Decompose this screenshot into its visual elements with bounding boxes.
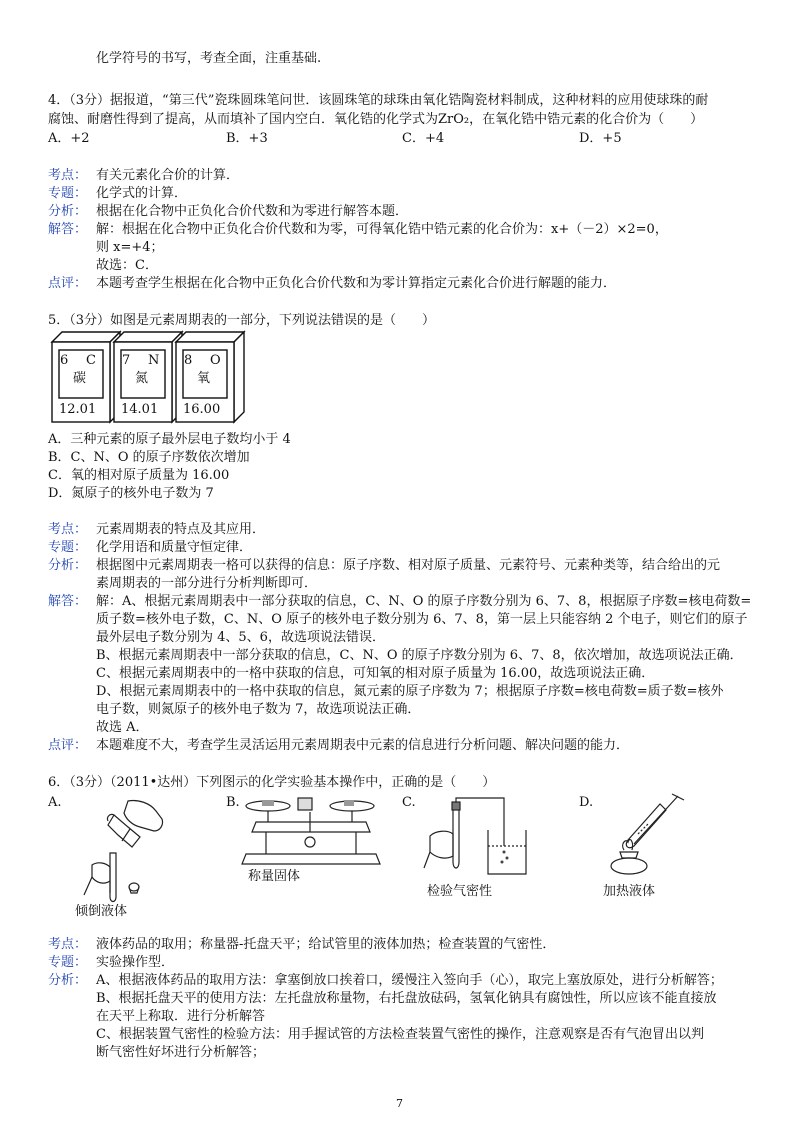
tile-c-number: 6 <box>60 353 69 368</box>
tile-o-name: 氧 <box>197 371 211 386</box>
caption-a: 倾倒液体 <box>75 904 128 919</box>
q5-option-d: D．氮原子的核外电子数为 7 <box>48 486 214 501</box>
q5-fenxi-label: 分析： <box>48 558 88 573</box>
q6-fenxi-line5: 断气密性好坏进行分析解答； <box>96 1045 266 1060</box>
q5-stem: 5．（3分）如图是元素周期表的一部分，下列说法错误的是（ ） <box>48 313 436 328</box>
q6-option-a-letter: A. <box>48 795 62 810</box>
q6-option-b-letter: B. <box>226 795 240 810</box>
q6-option-c-letter: C. <box>402 795 416 810</box>
q4-option-b: B．+3 <box>226 131 268 146</box>
q5-fenxi-line2: 素周期表的一部分进行分析判断即可． <box>96 576 318 591</box>
q4-jieda-line1: 解：根据在化合物中正负化合价代数和为零，可得氧化锆中锆元素的化合价为：x+（－2）×2=0， <box>96 222 668 237</box>
tile-n-symbol: N <box>148 353 160 368</box>
q6-kaodian: 液体药品的取用；称量器-托盘天平；给试管里的液体加热；检查装置的气密性． <box>96 937 556 952</box>
q6-option-d-letter: D. <box>579 795 594 810</box>
caption-d: 加热液体 <box>603 884 656 899</box>
q4-jieda-label: 解答： <box>48 222 88 237</box>
q4-kaodian: 有关元素化合价的计算． <box>96 168 240 183</box>
q5-jieda-line3: 最外层电子数分别为 4、5、6，故选项说法错误． <box>96 630 385 645</box>
q5-jieda-line1: 解：A、根据元素周期表中一部分获取的信息，C、N、O 的原子序数分别为 6、7、8，根据原子序数=核电荷数= <box>96 594 752 609</box>
q5-option-b: B．C、N、O 的原子序数依次增加 <box>48 450 250 465</box>
q5-jieda-line7: 电子数，则氮原子的核外电子数为 7，故选项说法正确． <box>96 702 421 717</box>
q6-stem: 6．（3分）（2011•达州）下列图示的化学实验基本操作中，正确的是（ ） <box>48 775 496 790</box>
q6-zhuanti-label: 专题： <box>48 955 88 970</box>
q4-option-a: A．+2 <box>48 131 90 146</box>
q4-stem-line1: 4．（3分）据报道，“第三代”瓷珠圆珠笔问世．该圆珠笔的球珠由氧化锆陶瓷材料制成，这种材料的应用使球珠的耐 <box>48 93 709 108</box>
q5-option-a: A．三种元素的原子最外层电子数均小于 4 <box>48 432 291 447</box>
q4-jieda-line3: 故选：C． <box>96 258 158 273</box>
q5-dianping: 本题难度不大，考查学生灵活运用元素周期表中元素的信息进行分析问题、解决问题的能力． <box>96 738 630 753</box>
tile-c-symbol: C <box>86 353 96 368</box>
q4-dianping: 本题考查学生根据在化合物中正负化合价代数和为零计算指定元素化合价进行解题的能力． <box>96 276 617 291</box>
q5-jieda-line2: 质子数=核外电子数，C、N、O 原子的核外电子数分别为 6、7、8，第一层上只能容纳 2 个电子，则它们的原子 <box>96 612 748 627</box>
q4-zhuanti-label: 专题： <box>48 186 88 201</box>
heating-liquid-illustration <box>598 790 698 882</box>
tile-o-symbol: O <box>210 353 221 368</box>
q5-jieda-label: 解答： <box>48 594 88 609</box>
q4-jieda-line2: 则 x=+4； <box>96 240 164 255</box>
tile-c-mass: 12.01 <box>59 402 97 417</box>
tile-o-mass: 16.00 <box>183 402 221 417</box>
q4-fenxi: 根据在化合物中正负化合价代数和为零进行解答本题． <box>96 204 409 219</box>
q5-dianping-label: 点评： <box>48 738 88 753</box>
q6-fenxi-line3: 在天平上称取．进行分析解答 <box>96 1009 266 1024</box>
q6-fenxi-line4: C、根据装置气密性的检验方法：用手握试管的方法检查装置气密性的操作，注意观察是否有气泡冒出以判 <box>96 1027 704 1042</box>
q4-option-d: D．+5 <box>579 131 622 146</box>
q6-fenxi-line2: B、根据托盘天平的使用方法：左托盘放称量物，右托盘放砝码，氢氧化钠具有腐蚀性，所以应该不能直接放 <box>96 991 717 1006</box>
tile-o-number: 8 <box>184 353 193 368</box>
q5-kaodian-label: 考点： <box>48 522 88 537</box>
q5-zhuanti-label: 专题： <box>48 540 88 555</box>
pouring-liquid-illustration <box>70 797 180 905</box>
prev-question-tail: 化学符号的书写，考查全面，注重基础. <box>96 51 322 66</box>
tile-n-mass: 14.01 <box>121 402 159 417</box>
q4-fenxi-label: 分析： <box>48 204 88 219</box>
gas-tightness-illustration <box>422 796 542 880</box>
q5-jieda-line8: 故选 A． <box>96 720 149 735</box>
q4-zhuanti: 化学式的计算． <box>96 186 188 201</box>
tile-n-name: 氮 <box>135 371 149 386</box>
page-number: 7 <box>396 1097 403 1110</box>
q4-option-c: C．+4 <box>402 131 445 146</box>
q6-zhuanti: 实验操作型． <box>96 955 175 970</box>
q5-jieda-line6: D、根据元素周期表中的一格中获取的信息，氮元素的原子序数为 7；根据原子序数=核电荷数=质子数=核外 <box>96 684 724 699</box>
q5-jieda-line5: C、根据元素周期表中的一格中获取的信息，可知氧的相对原子质量为 16.00，故选项说法正确． <box>96 666 655 681</box>
caption-b: 称量固体 <box>248 869 301 884</box>
q5-zhuanti: 化学用语和质量守恒定律． <box>96 540 253 555</box>
q4-dianping-label: 点评： <box>48 276 88 291</box>
q4-kaodian-label: 考点： <box>48 168 88 183</box>
q5-kaodian: 元素周期表的特点及其应用． <box>96 522 266 537</box>
q4-stem-line2: 腐蚀、耐磨性得到了提高，从而填补了国内空白．氧化锆的化学式为ZrO₂，在氧化锆中锆元素的化合价为（ ） <box>48 112 704 127</box>
caption-c: 检验气密性 <box>427 884 493 899</box>
tile-n-number: 7 <box>122 353 131 368</box>
q5-jieda-line4: B、根据元素周期表中一部分获取的信息，C、N、O 的原子序数分别为 6、7、8，依次增加，故选项说法正确． <box>96 648 743 663</box>
q6-kaodian-label: 考点： <box>48 937 88 952</box>
q6-fenxi-line1: A、根据液体药品的取用方法：拿塞倒放口挨着口，缓慢注入签向手（心），取完上塞放原处，进行分析解答； <box>96 973 723 988</box>
q5-fenxi-line1: 根据图中元素周期表一格可以获得的信息：原子序数、相对原子质量、元素符号、元素种类等，结合给出的元 <box>96 558 721 573</box>
q5-option-c: C．氧的相对原子质量为 16.00 <box>48 468 230 483</box>
balance-illustration <box>236 792 386 872</box>
q6-fenxi-label: 分析： <box>48 973 88 988</box>
tile-c-name: 碳 <box>73 371 87 386</box>
